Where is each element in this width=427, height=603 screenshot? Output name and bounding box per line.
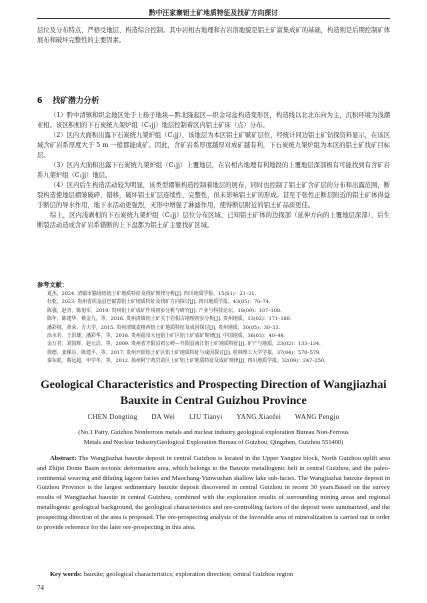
author-name: WANG Pengju bbox=[295, 414, 340, 421]
english-keywords bbox=[37, 571, 390, 578]
reference-item: 陈年，陈建华，蔡金九，等，2016. 贵州清镇铝土矿关于岩相古地理初步分析[J]. 贵州地质，13(02)：171–180. bbox=[47, 316, 292, 323]
author-name: CHEN Dongting bbox=[87, 414, 138, 421]
body-paragraph: （3）区内大面积出露下石炭统九架炉组（C₁jj）上覆地层，在岩相古地理有利地段的上覆地层深部极有可能找到有含矿岩系九架炉组（C₁jj）地层。 bbox=[37, 162, 390, 179]
reference-item: 杜乾，2023. 贵州省织金县巴郎箐铝土矿地质特征及找矿方向探讨[J]. 四川地质学报，43(05)：70–74. bbox=[47, 299, 271, 306]
section-number: 6 bbox=[37, 96, 43, 105]
body-paragraph: 综上，区内浅剥相的下石炭统九架炉组（C₁jj）层位分布区域、已知铝土矿体的边探部（延伸方向的上覆地层深部）、后生断裂活动造成含矿岩系错断的上下盘都为铝土矿主要找矿区域。 bbox=[37, 212, 390, 229]
section-title: 找矿潜力分析 bbox=[52, 96, 100, 105]
body-paragraph: （1）黔中清镇和织金地区处于上扬子地块—黔北隆起区—织金穹盆构造变形区，构造线以北北东向为主，沉积环境为浅潮亚相。该区积相的下石炭统九架炉组（C₁jj）地层控制着区内铝土矿床（点）分布。 bbox=[37, 112, 390, 129]
english-abstract bbox=[37, 454, 390, 532]
abstract-label: Abstract: bbox=[50, 455, 77, 462]
keywords-label: Key words: bbox=[50, 571, 82, 578]
abstract-text: The Wangjiazhai bauxite deposit in central Guizhou is located in the Upper Yangtze block, North Guizhou uplift area and Zhijin Dome Basin tectonic deformation area, which belongs to the Bauxite metallogenic belt in central Guizhou, and the paleo-continental weaving and diluting lagoon facies and Maochang-Yunwushan shallow lake sub-facies. The Wangjiazhai bauxite deposit in Guizhou Province is the largest sedimentary bauxite deposit discovered in central Guizhou in recent 30 years.Based on the survey results of Wangjiazhai bauxite in central Guizhou, combined with the exploration results of surrounding mining areas and regional metallogenic geological background, the geological characteristics and ore-controlling factors of the deposit were summarized, and the prospecting direction of the area is proposed. The ore-prospecting analysis of the favorable area of mineralization is carried out in order to provide reference for the later ore-prospecting in this area. bbox=[37, 455, 390, 531]
english-title: Geological Characteristics and Prospecting Direction of Wangjiazhai Bauxite in Central Guizhou Province bbox=[40, 377, 387, 407]
author-name: YANG Xiaofei bbox=[236, 414, 282, 421]
author-name: LIU Tianyi bbox=[189, 414, 223, 421]
author-name: DA Wei bbox=[151, 414, 176, 421]
intro-paragraph: 层位及分布特点，严格受地层、构造综合控制。其中岩相古地理和古岩溶地貌是铝土矿富集成矿的基础，构造则是后期控制矿体展布和破坏完整性的主要因素。 bbox=[37, 27, 390, 44]
reference-item: 潘彩权，黄荣，方大学，2015. 贵州清镇麦格西铝土矿地质特征及成因探讨[J]. 贵州地质，30(05)：30–33. bbox=[47, 324, 281, 331]
references-heading: 参考文献： bbox=[37, 282, 68, 289]
body-paragraph: （4）区内后生构造活动较为明显，该类型褶皱构造控制着地层的展布，同时也控制了铝土矿含矿层的分布和出露范围，断裂构造使地层褶皱破碎、错移，破坏铝土矿层连续性、完整性，但未影响铝土矿的形成。甚至于张性正断层附近的铝土矿体得益于断层的导水作用，地下水活动更强烈，无形中增强了淋滤作用，使得断层附近的铝土矿品质更佳。 bbox=[37, 182, 390, 209]
english-authors bbox=[37, 414, 390, 421]
body-text bbox=[37, 111, 390, 231]
keywords-text: bauxite; geological characteristics; exploration direction; central Guizhou region bbox=[83, 571, 294, 578]
page-number: 74 bbox=[37, 584, 44, 592]
intro-block bbox=[37, 26, 390, 46]
header-rule bbox=[37, 18, 390, 19]
running-head: 黔中汪家寨铝土矿地质特征及找矿方向探讨 bbox=[148, 9, 279, 17]
section-heading bbox=[37, 95, 99, 106]
reference-item: 金万君，刘国辉，赵元洁，等，2009. 贵州省开阳县鸡公岭—开阳县南江铝土矿地质特征[J]. 矿产与地质，23(02)：133–134. bbox=[47, 341, 321, 348]
reference-item: 陈强，赵青，陈旭军，2019. 贵州铝土矿成矿作用初步分析与研究[J]. 产业与科技论坛，18(09)：107–108. bbox=[47, 307, 282, 314]
english-affiliation: (No.1 Party, Guizhou Nonferrous metals and nuclear industry geological exploration Bureau Non-Ferrous Metals and Nuclear IndustryGeological Exploration Bureau of Guizhou, Qingzhen, Guizhou 551400) bbox=[78, 429, 349, 446]
reference-list bbox=[37, 290, 390, 366]
body-paragraph: （2）区内大面积出露下石炭统九架炉组（C₁jj），该地层为本区铝土矿赋矿层位，经统计同边铝土矿钻探资料显示，在该区域含矿岩系厚度大于 5 m 一般都能成矿。因此，含矿岩系厚度越厚对成矿越有利，下石炭统九架炉组为本区的铝土矿找矿目标层。 bbox=[37, 132, 390, 159]
reference-item: 秦东彪，蔡远超，申学冬，等，2012. 扬州阿宁鸡岩苗区上矿铝土矿地质特征及成矿规律[J]. 四川地质学报，32(09)：247–250. bbox=[47, 358, 326, 365]
reference-item: 夏杰，2024. 清镇市猫场铝铝土矿地质特征及找矿规律分析[J]. 四川地质学报，15(S1)：21–31. bbox=[47, 291, 256, 297]
reference-item: 涂水若，王洪雄，潘彩华，等，2018. 贵州福泉大包铝土矿区铝土矿成矿规律[J]. 中国地质，36(03)：40–48. bbox=[47, 333, 286, 340]
reference-item: 徐德，姜梯尔，陈建平，等，2017. 贵州开阳铝土矿区铝土矿地质特征与成因探讨[J]. 桂林理工大学学报，37(04)：570–579. bbox=[47, 349, 321, 356]
